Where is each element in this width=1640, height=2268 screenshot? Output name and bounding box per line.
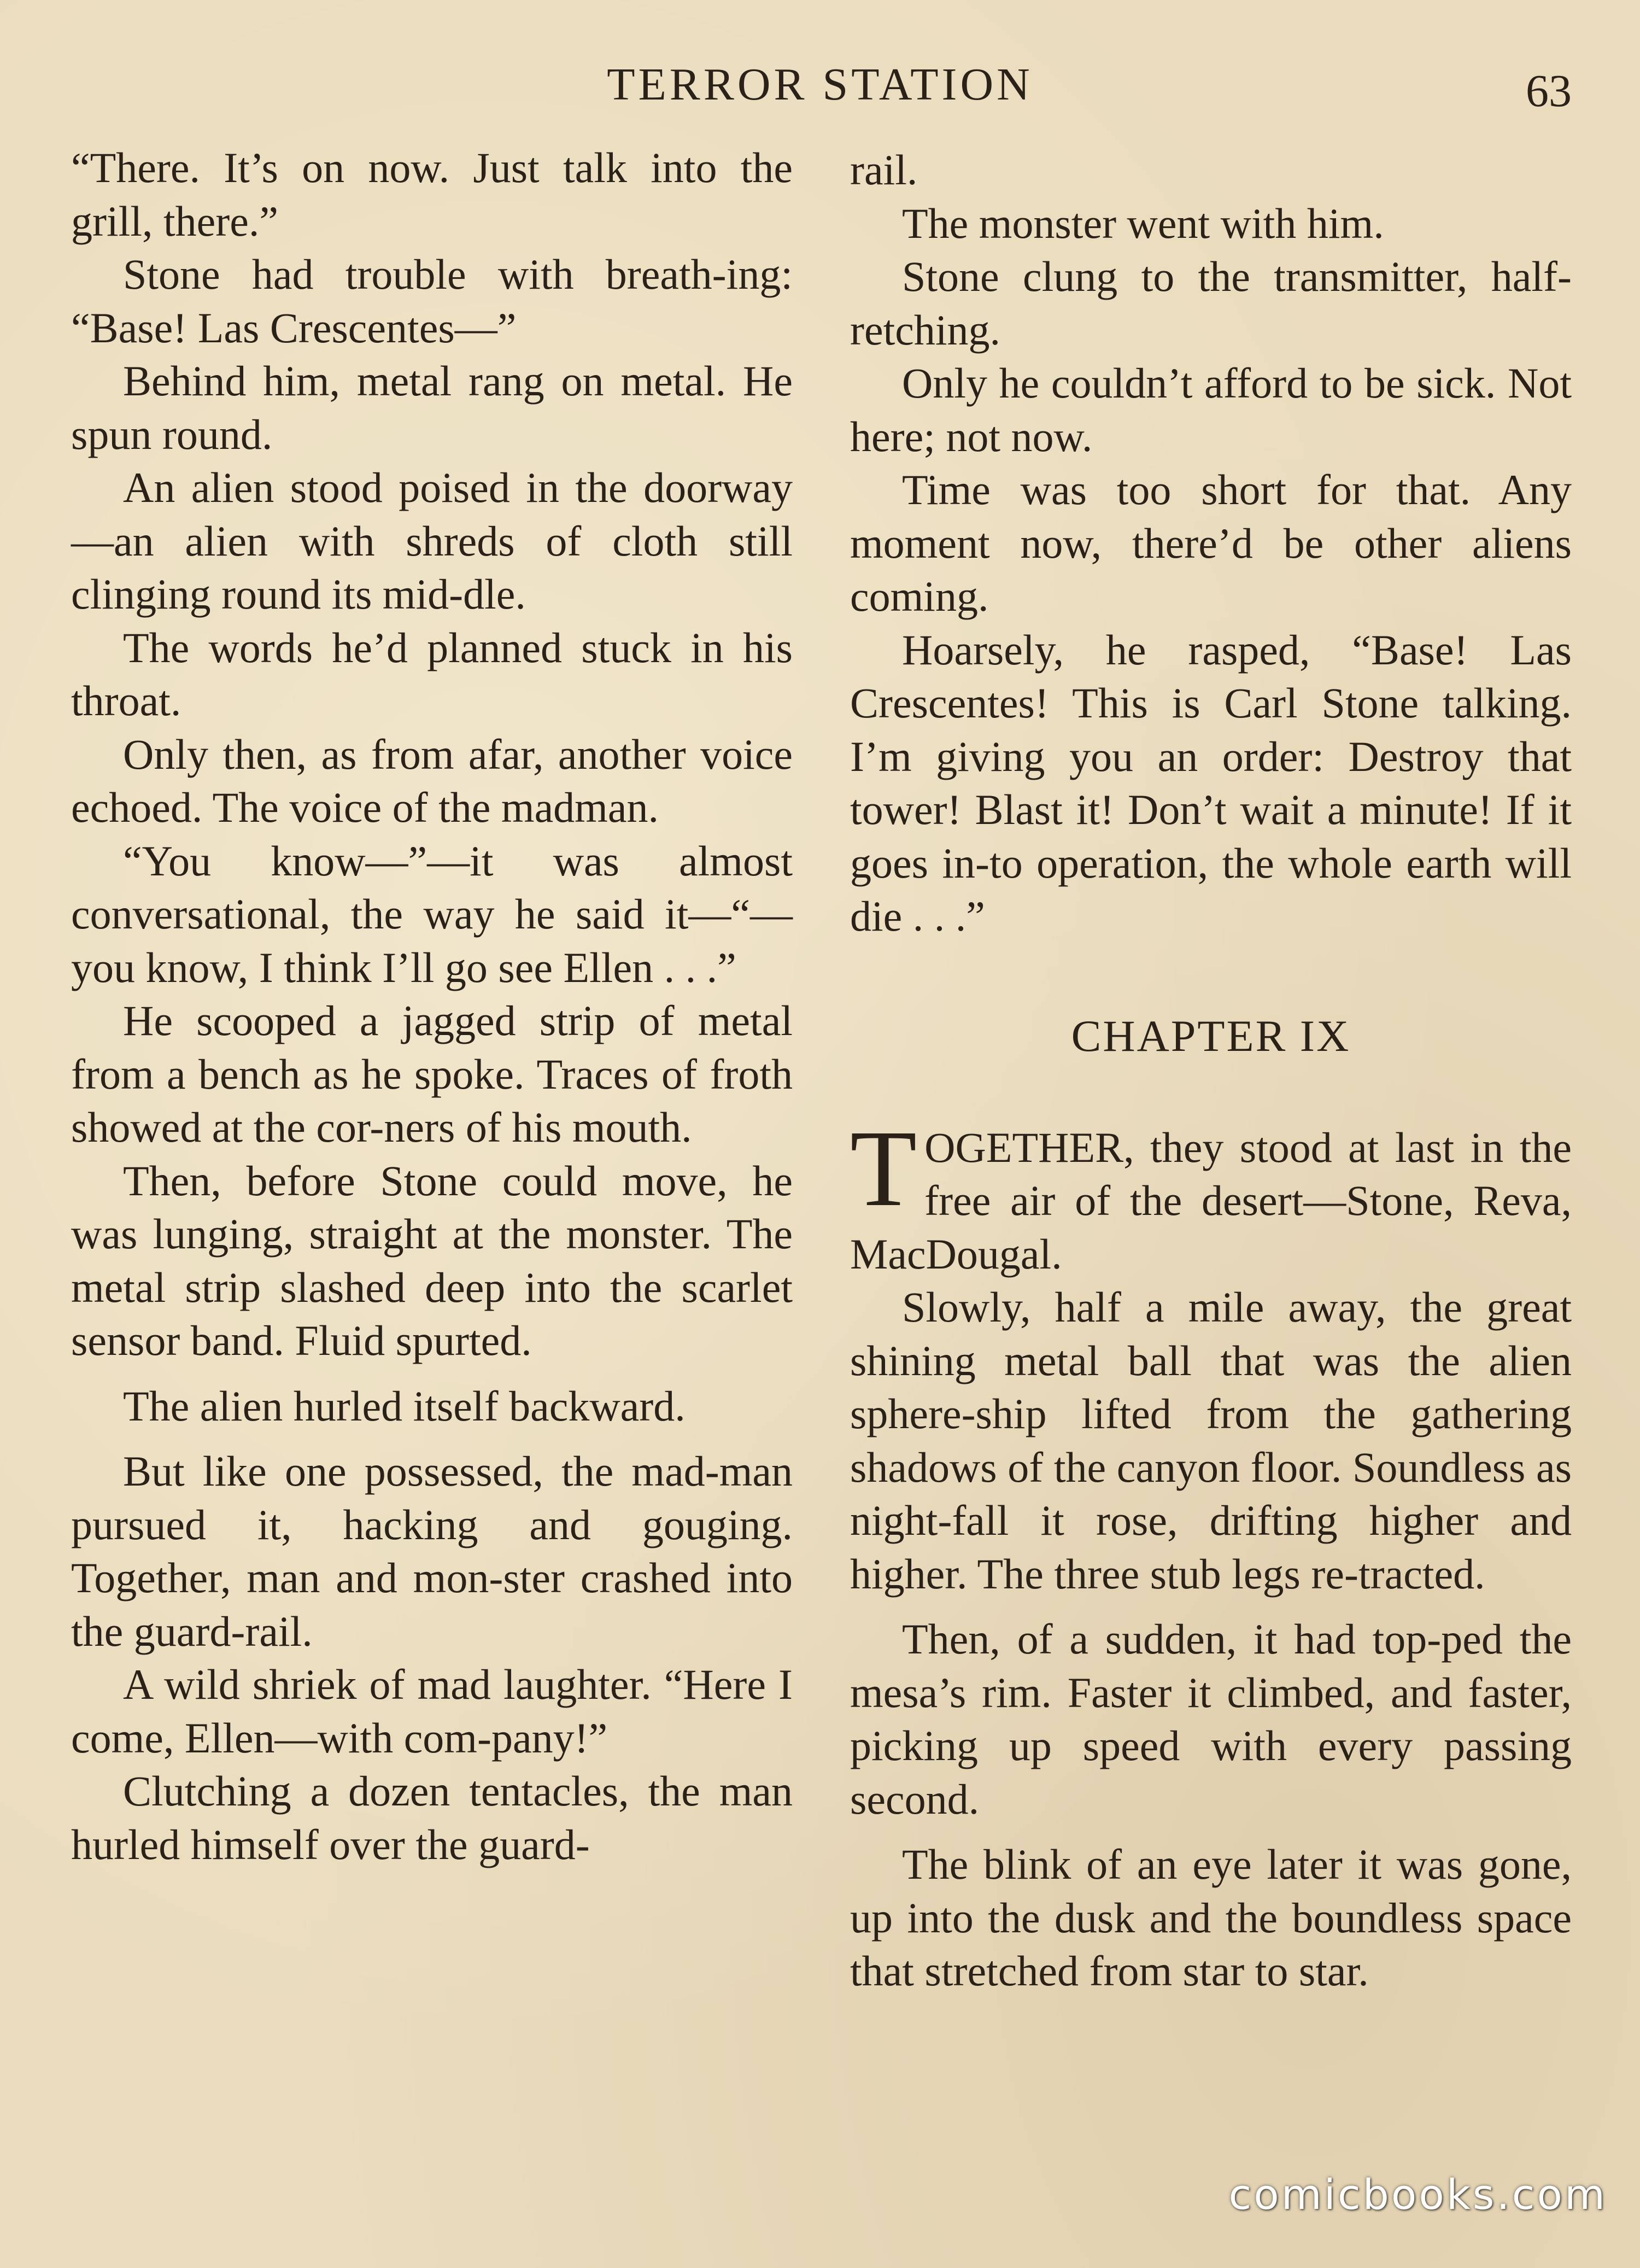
paragraph: Time was too short for that. Any moment now, there’d be other aliens coming. — [850, 466, 1572, 620]
paragraph: Only then, as from afar, another voice echoed. The voice of the madman. — [71, 730, 793, 831]
paragraph: Slowly, half a mile away, the great shining metal ball that was the alien sphere-ship lifted from the gathering shadows of the canyon floor. Soundless as night-fall it rose, drifting higher and higher. The three stub legs re-tracted. — [850, 1283, 1572, 1598]
page-number: 63 — [1526, 66, 1572, 116]
paragraph: The blink of an eye later it was gone, up into the dusk and the boundless space that stretched from star to star. — [850, 1840, 1572, 1995]
paragraph: The alien hurled itself backward. — [123, 1382, 686, 1430]
running-title: TERROR STATION — [607, 59, 1033, 110]
paragraph: Stone had trouble with breath-ing: “Base! Las Crescentes—” — [71, 250, 793, 352]
paragraph: The words he’d planned stuck in his throat. — [71, 623, 793, 724]
running-head — [0, 55, 1640, 115]
paragraph: A wild shriek of mad laughter. “Here I come, Ellen—with com-pany!” — [71, 1661, 793, 1762]
paragraph: Then, before Stone could move, he was lunging, straight at the monster. The metal strip slashed deep into the scarlet sensor band. Fluid spurted. — [71, 1156, 793, 1364]
chapter-opening-paragraph — [850, 1108, 1572, 1281]
paragraph: rail. — [850, 146, 918, 194]
paragraph: He scooped a jagged strip of metal from a bench as he spoke. Traces of froth showed at the cor-ners of his mouth. — [71, 997, 793, 1151]
paragraph: Only he couldn’t afford to be sick. Not here; not now. — [850, 359, 1572, 460]
chapter-opening-text: OGETHER, they stood at last in the free air of the desert—Stone, Reva, MacDougal. — [850, 1123, 1572, 1278]
paragraph: The monster went with him. — [902, 199, 1384, 247]
right-column — [850, 143, 1572, 1998]
left-column — [71, 141, 793, 1871]
paragraph: But like one possessed, the mad-man pursued it, hacking and gouging. Together, man and mon-ster crashed into the guard-rail. — [71, 1447, 793, 1655]
paragraph: Stone clung to the transmitter, half-retching. — [850, 253, 1572, 354]
paragraph: Behind him, metal rang on metal. He spun round. — [71, 357, 793, 458]
drop-cap: T — [850, 1108, 917, 1229]
paragraph: “You know—”—it was almost conversational, the way he said it—“—you know, I think I’ll go see Ellen . . .” — [71, 837, 793, 991]
paragraph: Then, of a sudden, it had top-ped the mesa’s rim. Faster it climbed, and faster, picking up speed with every passing second. — [850, 1615, 1572, 1823]
watermark-logo: comicbooks.com — [1228, 2170, 1607, 2219]
paragraph: An alien stood poised in the doorway—an alien with shreds of cloth still clinging round its mid-dle. — [71, 464, 793, 618]
paragraph: “There. It’s on now. Just talk into the grill, there.” — [71, 144, 793, 245]
paragraph: Clutching a dozen tentacles, the man hurled himself over the guard- — [71, 1767, 793, 1868]
paragraph: Hoarsely, he rasped, “Base! Las Crescentes! This is Carl Stone talking. I’m giving you an order: Destroy that tower! Blast it! Don’t wait a minute! If it goes in-to operation, the whole earth will die . . .” — [850, 626, 1572, 940]
chapter-heading: CHAPTER IX — [1071, 1010, 1351, 1061]
